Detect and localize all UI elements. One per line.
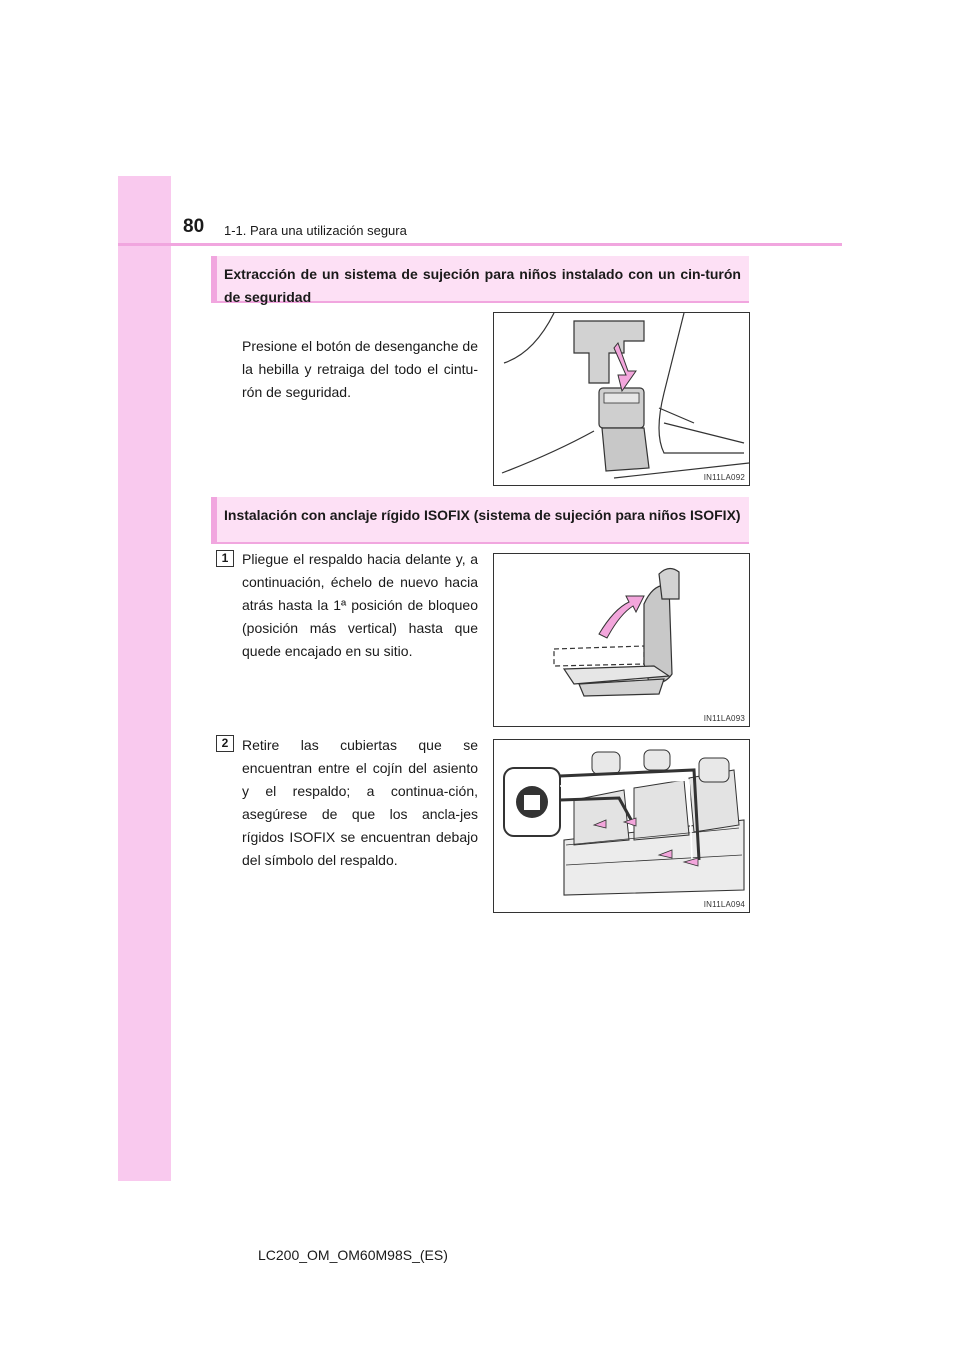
paragraph-release-buckle: Presione el botón de desenganche de la hebilla y retraiga del todo el cintu-rón de seguridad. xyxy=(242,338,478,400)
rear-seat-illustration xyxy=(494,740,749,912)
paragraph-remove-covers: Retire las cubiertas que se encuentran entre el cojín del asiento y el respaldo; a continua-ción, asegúrese de que los ancla-jes rígidos ISOFIX se encuentran debajo del símbolo del respaldo. xyxy=(242,737,478,868)
step-number: 1 xyxy=(216,550,234,567)
seat-fold-illustration xyxy=(494,554,749,726)
buckle-illustration xyxy=(494,313,749,485)
header-divider xyxy=(118,243,842,246)
figure-id: IN11LA092 xyxy=(703,473,745,482)
heading-remove-belt-seat xyxy=(211,256,749,303)
section-title: 1-1. Para una utilización segura xyxy=(224,223,407,238)
figure-id: IN11LA093 xyxy=(703,714,745,723)
paragraph-fold-seatback: Pliegue el respaldo hacia delante y, a continuación, échelo de nuevo hacia atrás hasta la 1ª posición de bloqueo (posición más vertical) hasta que quede encajado en su sitio. xyxy=(242,551,478,659)
step-number: 2 xyxy=(216,735,234,752)
page-number: 80 xyxy=(183,216,205,237)
heading-isofix-install xyxy=(211,497,749,544)
figure-buckle-release xyxy=(493,312,750,486)
heading-text: Extracción de un sistema de sujeción para niños instalado con un cin-turón de seguridad xyxy=(224,266,741,305)
footer-manual-code: LC200_OM_OM60M98S_(ES) xyxy=(258,1247,448,1263)
figure-isofix-anchors xyxy=(493,739,750,913)
chapter-sidebar-tab xyxy=(118,176,171,1181)
heading-text: Instalación con anclaje rígido ISOFIX (sistema de sujeción para niños ISOFIX) xyxy=(224,507,741,523)
figure-id: IN11LA094 xyxy=(703,900,745,909)
figure-seatback-fold xyxy=(493,553,750,727)
